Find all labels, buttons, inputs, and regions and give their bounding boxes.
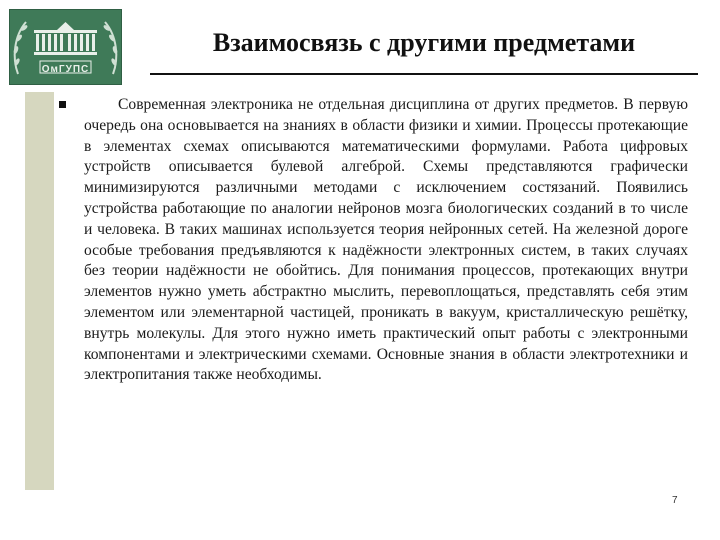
slide-body-text: Современная электроника не отдельная дисциплина от других предметов. В первую очередь она основывается на знаниях в области физики и химии. Процессы протекающие в элементах схемах описываются математическими формулами. Работа цифровых устройств описывается булевой алгеброй. Схемы представляются графически минимизируются различными методами с исключением состязаний. Появились устройства работающие по аналогии нейронов мозга биологических созданий в то числе и человека. В таких машинах используется теория нейронных сетей. На железной дороге особые требования предъявляются к надёжности электронных систем, в таких случаях без теории надёжности не обойтись. Для понимания процессов, протекающих внутри элементов нужно уметь абстрактно мыслить, перевоплощаться, представлять себя этим элементом или элементарной частицей, проникать в вакуум, кристаллическую решётку, внутрь молекулы. Для этого нужно иметь практический опыт работы с электронными компонентами и электрическими схемами. Основные знания в области электротехники и электропитания также необходимы. xyxy=(84,96,688,384)
title-underline xyxy=(150,73,698,75)
logo-text: ОмГУПС xyxy=(41,64,90,75)
slide-title: Взаимосвязь с другими предметами xyxy=(212,28,636,57)
left-decorative-bar xyxy=(25,92,54,490)
page-number: 7 xyxy=(672,495,678,506)
university-logo xyxy=(9,9,122,85)
bullet-square-icon xyxy=(59,101,66,108)
